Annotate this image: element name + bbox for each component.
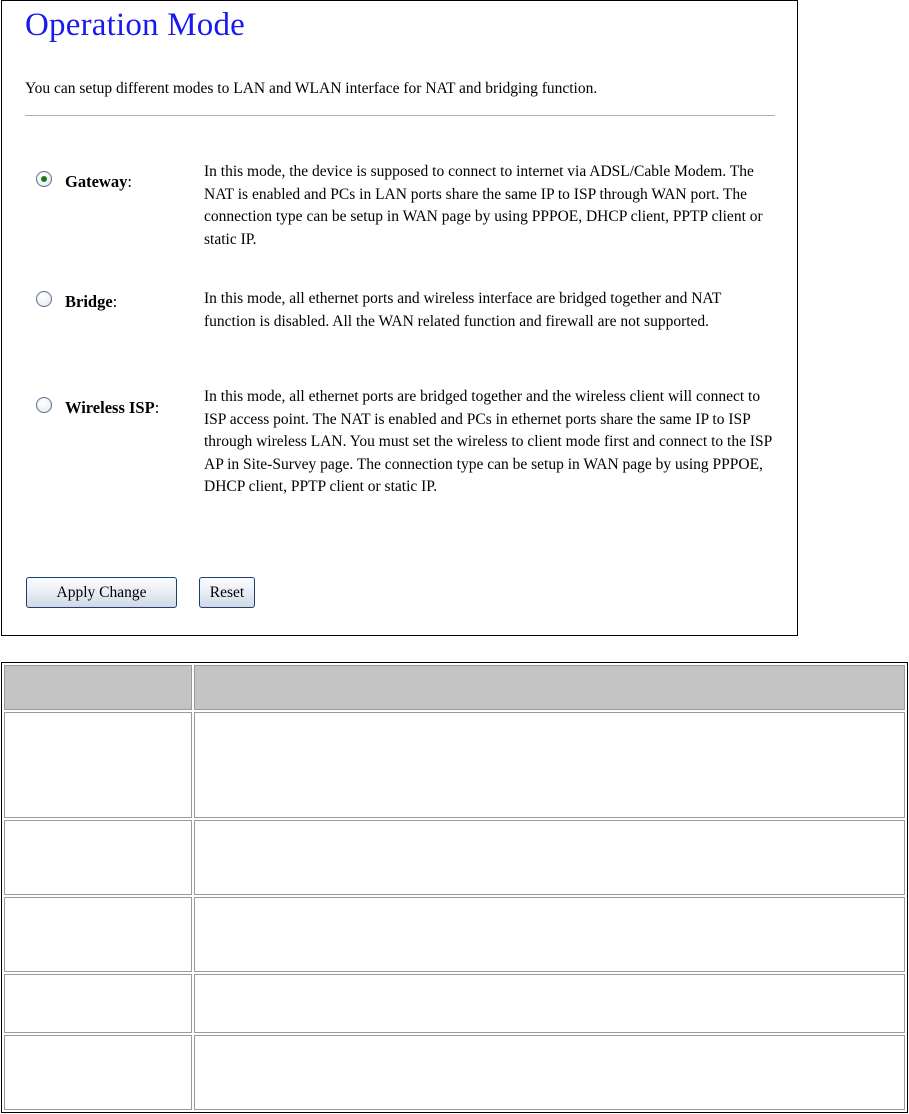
intro-text: You can setup different modes to LAN and WLAN interface for NAT and bridging function.: [25, 80, 598, 97]
table-row: [4, 1035, 905, 1110]
wireless-isp-description: In this mode, all ethernet ports are bridged together and the wireless client will connect to ISP access point. The NAT is enabled and PCs in ethernet ports share the same IP to ISP through wireless LAN. You must set the wireless to client mode first and connect to the ISP AP in Site-Survey page. The connection type can be setup in WAN page by using PPPOE, DHCP client, PPTP client or static IP.: [204, 388, 772, 495]
page-title: Operation Mode: [25, 7, 245, 43]
gateway-label-text: Gateway: [65, 172, 128, 191]
table-cell: [4, 712, 192, 819]
table-cell: [194, 897, 905, 972]
operation-mode-panel: [1, 0, 798, 636]
table-row: [4, 897, 905, 972]
reset-button[interactable]: Reset: [199, 577, 255, 608]
bridge-radio[interactable]: [36, 291, 52, 307]
table-header-cell: [4, 665, 192, 710]
bridge-description: In this mode, all ethernet ports and wireless interface are bridged together and NAT function is disabled. All the WAN related function and firewall are not supported.: [204, 290, 722, 330]
bridge-label-colon: :: [112, 292, 118, 311]
divider: [25, 115, 775, 116]
table-cell: [4, 1035, 192, 1110]
table-cell: [194, 974, 905, 1034]
table-cell: [194, 820, 905, 895]
table-cell: [194, 1035, 905, 1110]
gateway-radio[interactable]: [36, 171, 52, 187]
apply-change-button[interactable]: Apply Change: [26, 577, 177, 608]
table-cell: [4, 820, 192, 895]
gateway-label-colon: :: [127, 172, 132, 191]
gateway-description: In this mode, the device is supposed to connect to internet via ADSL/Cable Modem. The NAT is enabled and PCs in LAN ports share the same IP to ISP through WAN port. The connection type can be setup in WAN page by using PPPOE, DHCP client, PPTP client or static IP.: [204, 163, 763, 248]
table-header-row: [4, 665, 905, 710]
bridge-label-text: Bridge: [65, 292, 113, 311]
table-cell: [4, 974, 192, 1034]
table-row: [4, 820, 905, 895]
table-header-cell: [194, 665, 905, 710]
table-row: [4, 712, 905, 819]
wireless-isp-label[interactable]: [65, 398, 159, 418]
wireless-isp-label-colon: :: [154, 398, 160, 417]
wireless-isp-radio[interactable]: [36, 397, 52, 413]
table-row: [4, 974, 905, 1034]
table-cell: [194, 712, 905, 819]
bridge-label[interactable]: [65, 292, 117, 312]
description-table: [1, 662, 908, 1113]
gateway-label[interactable]: [65, 172, 132, 192]
wireless-isp-label-text: Wireless ISP: [65, 398, 155, 417]
table-cell: [4, 897, 192, 972]
